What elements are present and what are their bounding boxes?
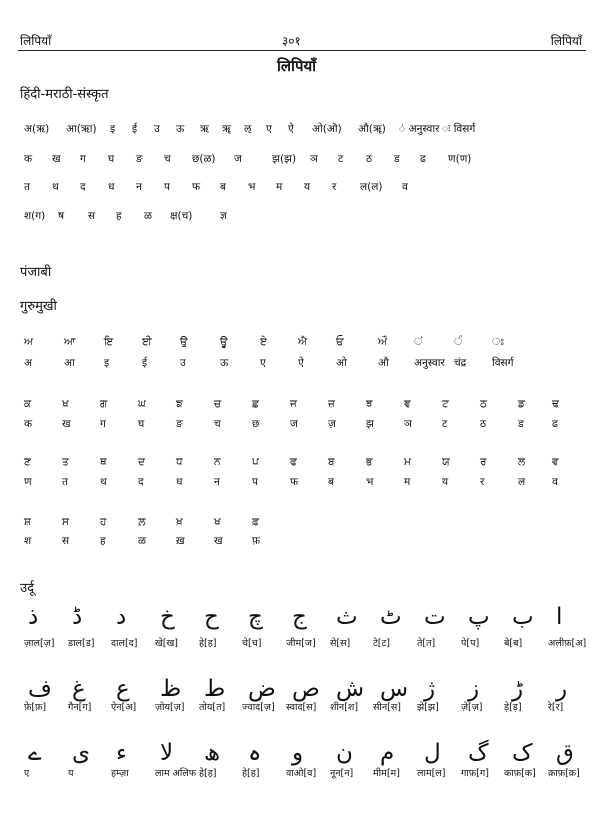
hindi-letter: झ(झ) xyxy=(272,153,297,165)
urdu-letter: لا xyxy=(160,740,174,766)
devanagari-equivalent: आ xyxy=(64,357,75,369)
urdu-label: टे[ट] xyxy=(373,638,390,649)
devanagari-equivalent: भ xyxy=(366,476,374,488)
urdu-label: ज़े[ज़] xyxy=(461,702,483,713)
urdu-letter: ھ xyxy=(204,740,221,766)
devanagari-equivalent: ङ xyxy=(176,418,183,430)
hindi-letter: ख xyxy=(52,153,61,165)
hindi-letter: ध xyxy=(108,181,115,193)
gurmukhi-letter: ਜ਼ xyxy=(328,398,335,410)
hindi-letter: ऊ xyxy=(176,123,185,135)
urdu-letter-row xyxy=(0,604,600,634)
gurmukhi-letter: ਝ xyxy=(366,398,373,410)
gurmukhi-letter: ਕ xyxy=(24,398,32,410)
devanagari-equivalent: ट xyxy=(442,418,448,430)
devanagari-equivalent: ए xyxy=(260,357,266,369)
devanagari-equivalent: ळ xyxy=(138,535,146,547)
header-rule xyxy=(18,50,586,51)
gurmukhi-letter: ਯ xyxy=(442,456,450,468)
devanagari-equivalent: ड xyxy=(518,418,524,430)
urdu-label: काफ़[क] xyxy=(504,768,536,779)
gurmukhi-letter: ਸ xyxy=(62,516,69,528)
urdu-label: स्वाद[स] xyxy=(286,702,317,713)
urdu-label-row xyxy=(0,766,600,780)
gurmukhi-letter: ਣ xyxy=(24,456,31,468)
devanagari-equivalent: ख xyxy=(62,418,71,430)
devanagari-equivalent: थ xyxy=(100,476,107,488)
hindi-letter: क xyxy=(24,153,33,165)
devanagari-equivalent: स xyxy=(62,535,70,547)
urdu-label: हम्ज़ा xyxy=(111,768,129,779)
gurmukhi-letter: ਐ xyxy=(298,336,307,348)
hindi-letter: औ(ॠ) xyxy=(358,123,386,135)
gurmukhi-letter: ਠ xyxy=(480,398,487,410)
hindi-letter: ग xyxy=(80,153,86,165)
gurmukhi-letter: ਫ਼ xyxy=(252,516,259,528)
urdu-label: सीन[स] xyxy=(373,702,401,713)
devanagari-equivalent: ण xyxy=(24,476,32,488)
gurmukhi-letter: ਸ਼ xyxy=(24,516,31,528)
urdu-label: ते[त] xyxy=(417,638,436,649)
hindi-letter: अ(ऋ) xyxy=(24,123,50,135)
devanagari-equivalent: श xyxy=(24,535,32,547)
gurmukhi-letter: ਘ xyxy=(138,398,146,410)
hindi-letter: ए xyxy=(266,123,272,135)
gurmukhi-letter: ਦ xyxy=(138,456,145,468)
gurmukhi-letter: ਈ xyxy=(142,336,152,348)
gurmukhi-letter: ਲ xyxy=(518,456,526,468)
gurmukhi-letter: ਊ xyxy=(220,336,228,348)
gurmukhi-letter: ਬ xyxy=(328,456,335,468)
gurmukhi-letter: ਧ xyxy=(176,456,183,468)
hindi-letter: ॠ xyxy=(222,123,231,135)
devanagari-equivalent: चंद्र xyxy=(454,357,467,369)
gurmukhi-letter: ਥ xyxy=(100,456,107,468)
urdu-label: गैन[ग] xyxy=(68,702,92,713)
devanagari-equivalent: फ़ xyxy=(252,535,261,547)
devanagari-equivalent: छ xyxy=(252,418,260,430)
hindi-letter: फ xyxy=(192,181,201,193)
gurmukhi-letter: ਆ xyxy=(64,336,76,348)
devanagari-equivalent: ज xyxy=(290,418,298,430)
hindi-letter: म xyxy=(276,181,283,193)
hindi-letter: ई xyxy=(132,123,138,135)
gurmukhi-letter: ਤ xyxy=(62,456,69,468)
devanagari-equivalent: च xyxy=(214,418,221,430)
hindi-letter: भ xyxy=(248,181,256,193)
urdu-letter: ح xyxy=(204,604,219,630)
urdu-letter: ف xyxy=(28,676,52,702)
urdu-label: ऐन[अ] xyxy=(111,702,137,713)
urdu-label: रे[र] xyxy=(548,702,564,713)
urdu-label: तोय[त] xyxy=(199,702,226,713)
hindi-letter: उ xyxy=(154,123,160,135)
urdu-letter: گ xyxy=(468,740,489,766)
hindi-letter: ऋ xyxy=(200,123,209,135)
urdu-letter: ء xyxy=(116,740,127,766)
urdu-letter: ب xyxy=(512,604,534,630)
urdu-letter: ص xyxy=(292,676,320,702)
urdu-letter: ذ xyxy=(28,604,39,630)
gurmukhi-letter: ਢ xyxy=(552,398,559,410)
hindi-letter: न xyxy=(136,181,142,193)
urdu-letter: ہ xyxy=(248,740,262,766)
devanagari-equivalent: ल xyxy=(518,476,526,488)
page-number: ३०१ xyxy=(282,34,301,48)
hindi-letter: ह xyxy=(116,210,122,222)
devanagari-equivalent: ग xyxy=(100,418,106,430)
urdu-letter: ع xyxy=(116,676,130,702)
urdu-letter: ق xyxy=(556,740,574,766)
urdu-letter: خ xyxy=(160,604,175,630)
urdu-letter: ج xyxy=(292,604,307,630)
urdu-label: से[स] xyxy=(330,638,351,649)
gurmukhi-letter: ਲ਼ xyxy=(138,516,146,528)
hindi-letter: ः विसर्ग xyxy=(442,123,476,135)
urdu-label: शीन[श] xyxy=(330,702,359,713)
devanagari-equivalent: झ xyxy=(366,418,374,430)
devanagari-equivalent: व xyxy=(552,476,558,488)
urdu-label: जीम[ज] xyxy=(286,638,316,649)
hindi-letter: ं अनुस्वार xyxy=(399,123,440,135)
devanagari-equivalent: इ xyxy=(104,357,110,369)
gurmukhi-letter: ਅ xyxy=(24,336,34,348)
gurmukhi-letter: ਓ xyxy=(336,336,344,348)
hindi-letter: य xyxy=(304,181,311,193)
urdu-letter: چ xyxy=(248,604,263,630)
hindi-letter: च xyxy=(164,153,171,165)
gurmukhi-letter: ਜ xyxy=(290,398,297,410)
urdu-letter: ث xyxy=(336,604,358,630)
devanagari-equivalent: ब xyxy=(328,476,334,488)
urdu-label-row xyxy=(0,636,600,650)
urdu-label: वाओ[व] xyxy=(286,768,317,779)
running-header-left: लिपियाँ xyxy=(20,34,52,48)
page-title: लिपियाँ xyxy=(277,57,317,75)
urdu-label: फ़े[फ़] xyxy=(24,702,47,713)
gurmukhi-letter: ਮ xyxy=(404,456,411,468)
hindi-letter: क्ष(च) xyxy=(170,210,193,222)
hindi-letter: ज्ञ xyxy=(220,210,227,222)
urdu-label-row xyxy=(0,700,600,714)
devanagari-equivalent: म xyxy=(404,476,411,488)
urdu-letter: ز xyxy=(468,676,480,702)
urdu-label: खे[ख] xyxy=(155,638,178,649)
urdu-label: ड़े[ड़] xyxy=(504,702,522,713)
gurmukhi-letter: ਖ਼ xyxy=(176,516,183,528)
urdu-letter: ر xyxy=(556,676,568,702)
gurmukhi-letter: ਨ xyxy=(214,456,221,468)
hindi-letter: र xyxy=(332,181,337,193)
gurmukhi-letter: ਉ xyxy=(180,336,188,348)
urdu-letter: ض xyxy=(248,676,276,702)
urdu-label: ज़ोय[ज़] xyxy=(155,702,185,713)
hindi-letter: त xyxy=(24,181,30,193)
urdu-letter: ش xyxy=(336,676,365,702)
gurmukhi-letter: ਛ xyxy=(252,398,259,410)
devanagari-equivalent: द xyxy=(138,476,144,488)
devanagari-equivalent: ऐ xyxy=(298,357,304,369)
hindi-letter: ढ xyxy=(420,153,426,165)
hindi-letter: ज xyxy=(234,153,242,165)
urdu-label: गाफ़[ग] xyxy=(461,768,489,779)
devanagari-equivalent: ञ xyxy=(404,418,412,430)
devanagari-equivalent: ख xyxy=(214,535,223,547)
urdu-label: झे[झ] xyxy=(417,702,439,713)
gurmukhi-letter: ਭ xyxy=(366,456,373,468)
gurmukhi-letter: ੰ xyxy=(454,336,463,348)
urdu-label: हे[ह] xyxy=(199,768,217,779)
gurmukhi-letter: ਙ xyxy=(176,398,183,410)
urdu-letter: ی xyxy=(72,740,91,766)
urdu-label: चे[च] xyxy=(242,638,262,649)
urdu-label: नून[न] xyxy=(330,768,354,779)
hindi-letter: ष xyxy=(58,210,65,222)
urdu-letter: ڈ xyxy=(72,604,83,630)
urdu-letter: ڑ xyxy=(512,676,524,702)
hindi-letter: ञ xyxy=(310,153,318,165)
hindi-letter: ल(ल) xyxy=(360,181,383,193)
devanagari-equivalent: औ xyxy=(378,357,389,369)
urdu-label: हे[ह] xyxy=(199,638,217,649)
gurmukhi-letter: ਹ xyxy=(100,516,107,528)
devanagari-equivalent: त xyxy=(62,476,68,488)
urdu-label: डाल[ड] xyxy=(68,638,95,649)
urdu-letter: م xyxy=(380,740,395,766)
urdu-letter: ط xyxy=(204,676,226,702)
devanagari-equivalent: क xyxy=(24,418,33,430)
hindi-letter: ळ xyxy=(144,210,152,222)
gurmukhi-letter: ਚ xyxy=(214,398,222,410)
hindi-letter: व xyxy=(402,181,408,193)
urdu-label: क़ाफ़[क़] xyxy=(548,768,580,779)
urdu-label: पे[प] xyxy=(461,638,480,649)
devanagari-equivalent: ओ xyxy=(336,357,347,369)
gurmukhi-letter: ਗ xyxy=(100,398,108,410)
hindi-letter: छ(ळ) xyxy=(192,153,216,165)
hindi-letter: थ xyxy=(52,181,59,193)
urdu-letter: س xyxy=(380,676,409,702)
gurmukhi-letter: ਵ xyxy=(552,456,559,468)
devanagari-equivalent: ज़ xyxy=(328,418,336,430)
hindi-letter: ङ xyxy=(136,153,143,165)
gurmukhi-letter: ਫ xyxy=(290,456,297,468)
urdu-label: बे[ब] xyxy=(504,638,523,649)
urdu-label: अलीफ़[अ] xyxy=(548,638,587,649)
gurmukhi-letter: ਖ xyxy=(62,398,69,410)
hindi-letter: प xyxy=(164,181,170,193)
urdu-letter: ژ xyxy=(424,676,436,702)
urdu-letter: پ xyxy=(468,604,490,630)
devanagari-equivalent: अ xyxy=(24,357,33,369)
urdu-label: लाम[ल] xyxy=(417,768,446,779)
devanagari-equivalent: ध xyxy=(176,476,183,488)
devanagari-equivalent: फ xyxy=(290,476,299,488)
urdu-label: ए xyxy=(24,768,30,779)
hindi-letter: ओ(ऒ) xyxy=(312,123,342,135)
devanagari-equivalent: ठ xyxy=(480,418,487,430)
urdu-label: य xyxy=(68,768,74,779)
hindi-letter: ठ xyxy=(366,153,373,165)
hindi-letter: ऐ xyxy=(288,123,294,135)
urdu-letter: و xyxy=(292,740,304,766)
urdu-letter: ن xyxy=(336,740,353,766)
urdu-label: दाल[द] xyxy=(111,638,138,649)
hindi-letter: श(ग) xyxy=(24,210,46,222)
hindi-letter: घ xyxy=(108,153,115,165)
urdu-letter: ے xyxy=(28,740,42,766)
devanagari-equivalent: विसर्ग xyxy=(492,357,514,369)
urdu-letter: ٹ xyxy=(380,604,402,630)
gurmukhi-letter: ਞ xyxy=(404,398,411,410)
hindi-letter: ड xyxy=(394,153,400,165)
urdu-letter: ل xyxy=(424,740,441,766)
hindi-letter: ट xyxy=(338,153,344,165)
devanagari-equivalent: य xyxy=(442,476,449,488)
hindi-letter: इ xyxy=(110,123,116,135)
gurmukhi-letter: ਪ xyxy=(252,456,259,468)
running-header-right: लिपियाँ xyxy=(550,34,582,48)
hindi-letter: द xyxy=(80,181,86,193)
gurmukhi-letter: ਃ xyxy=(492,336,505,348)
gurmukhi-letter: ਰ xyxy=(480,456,487,468)
hindi-letter: ऌ xyxy=(244,123,252,135)
urdu-letter: ت xyxy=(424,604,446,630)
urdu-label: ज़ाल[ज़] xyxy=(24,638,55,649)
punjabi-heading: पंजाबी xyxy=(20,265,52,280)
devanagari-equivalent: ह xyxy=(100,535,106,547)
hindi-letter: स xyxy=(88,210,96,222)
gurmukhi-letter: ਖ xyxy=(214,516,221,528)
gurmukhi-letter: ਇ xyxy=(104,336,114,348)
gurmukhi-letter: ਡ xyxy=(518,398,525,410)
urdu-label: हे[ह] xyxy=(242,768,260,779)
devanagari-equivalent: अनुस्वार xyxy=(414,357,445,369)
urdu-label: ज्वाद[ज़] xyxy=(242,702,275,713)
urdu-letter: ا xyxy=(556,604,563,630)
devanagari-equivalent: ऊ xyxy=(220,357,229,369)
devanagari-equivalent: ढ xyxy=(552,418,558,430)
urdu-label: लाम अलिफ xyxy=(155,768,197,779)
urdu-letter: ک xyxy=(512,740,533,766)
devanagari-equivalent: प xyxy=(252,476,258,488)
hindi-letter: ण(ण) xyxy=(448,153,472,165)
gurmukhi-letter: ਂ xyxy=(414,336,423,348)
hindi-letter: आ(ऋा) xyxy=(66,123,97,135)
devanagari-equivalent: घ xyxy=(138,418,145,430)
urdu-letter: ظ xyxy=(160,676,182,702)
gurmukhi-heading: गुरुमुखी xyxy=(20,299,57,314)
devanagari-equivalent: उ xyxy=(180,357,186,369)
devanagari-equivalent: न xyxy=(214,476,220,488)
urdu-heading: उर्दू xyxy=(20,581,35,596)
gurmukhi-letter: ਟ xyxy=(442,398,449,410)
devanagari-equivalent: र xyxy=(480,476,485,488)
hindi-heading: हिंदी-मराठी-संस्कृत xyxy=(20,87,109,102)
hindi-letter: ब xyxy=(220,181,226,193)
gurmukhi-letter: ਏ xyxy=(260,336,267,348)
urdu-letter: غ xyxy=(72,676,86,702)
devanagari-equivalent: ख़ xyxy=(176,535,185,547)
devanagari-equivalent: ई xyxy=(142,357,148,369)
urdu-letter: د xyxy=(116,604,127,630)
urdu-label: मीम[म] xyxy=(373,768,400,779)
gurmukhi-letter: ਔ xyxy=(378,336,388,348)
